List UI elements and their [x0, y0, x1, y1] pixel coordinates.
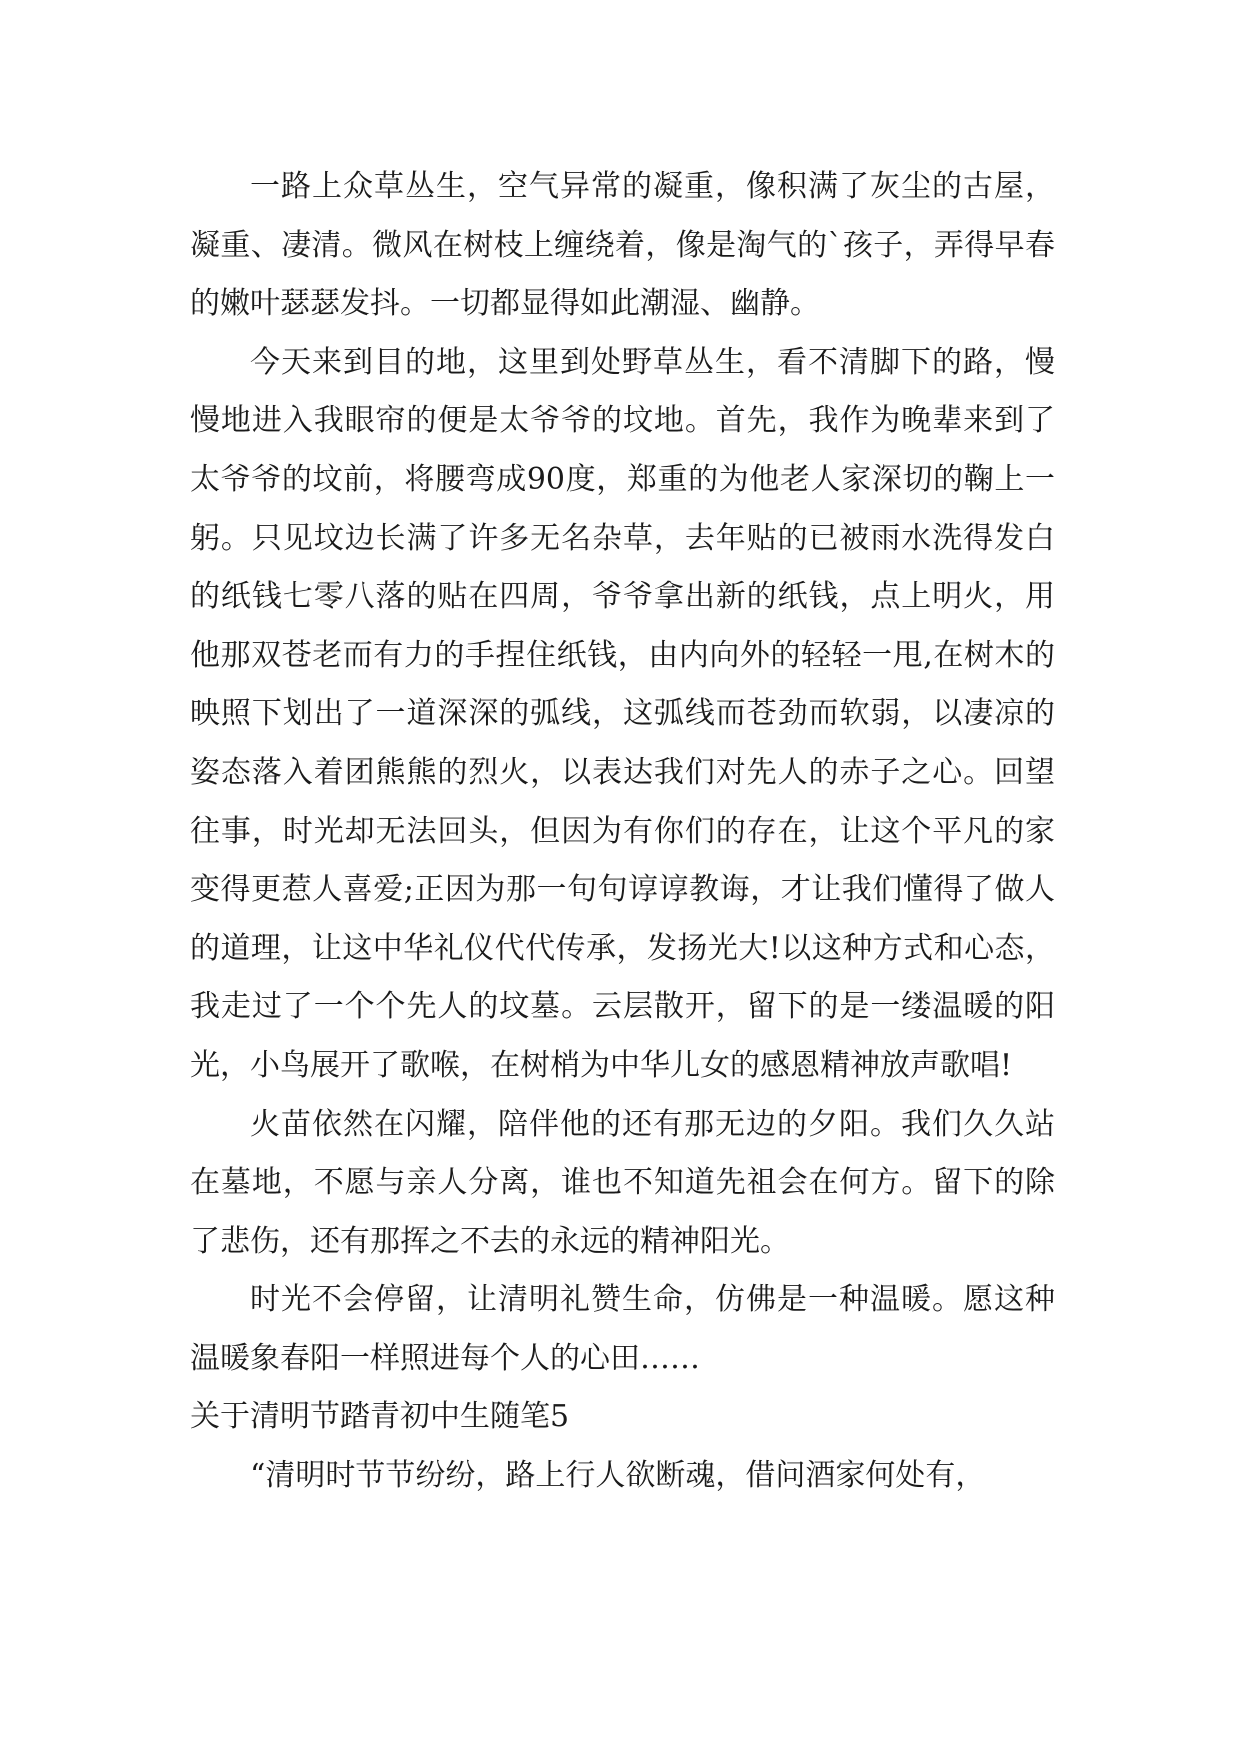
document-body — [190, 158, 1055, 1506]
paragraph-grave-visit: 今天来到目的地，这里到处野草丛生，看不清脚下的路，慢慢地进入我眼帘的便是太爷爷的坟地。首先，我作为晚辈来到了太爷爷的坟前，将腰弯成90度，郑重的为他老人家深切的鞠上一躬。只见坟边长满了许多无名杂草，去年贴的已被雨水洗得发白的纸钱七零八落的贴在四周，爷爷拿出新的纸钱，点上明火，用他那双苍老而有力的手捏住纸钱，由内向外的轻轻一甩,在树木的映照下划出了一道深深的弧线，这弧线而苍劲而软弱，以凄凉的姿态落入着团熊熊的烈火，以表达我们对先人的赤子之心。回望往事，时光却无法回头，但因为有你们的存在，让这个平凡的家变得更惹人喜爱;正因为那一句句谆谆教诲，才让我们懂得了做人的道理，让这中华礼仪代代传承，发扬光大!以这种方式和心态，我走过了一个个先人的坟墓。云层散开，留下的是一缕温暖的阳光，小鸟展开了歌喉，在树梢为中华儿女的感恩精神放声歌唱! — [190, 344, 1055, 1083]
essay-heading: 关于清明节踏青初中生随笔5 — [190, 1399, 570, 1435]
paragraph-walk-description: 一路上众草丛生，空气异常的凝重，像积满了灰尘的古屋，凝重、凄清。微风在树枝上缠绕着，像是淘气的`孩子，弄得早春的嫩叶瑟瑟发抖。一切都显得如此潮湿、幽静。 — [190, 169, 1055, 322]
paragraph-flame-sunset: 火苗依然在闪耀，陪伴他的还有那无边的夕阳。我们久久站在墓地，不愿与亲人分离，谁也不知道先祖会在何方。留下的除了悲伤，还有那挥之不去的永远的精神阳光。 — [190, 1106, 1055, 1259]
paragraph-poem-opening: “清明时节节纷纷，路上行人欲断魂，借问酒家何处有， — [250, 1458, 986, 1494]
paragraph-time-warmth: 时光不会停留，让清明礼赞生命，仿佛是一种温暖。愿这种温暖象春阳一样照进每个人的心田…… — [190, 1282, 1055, 1376]
